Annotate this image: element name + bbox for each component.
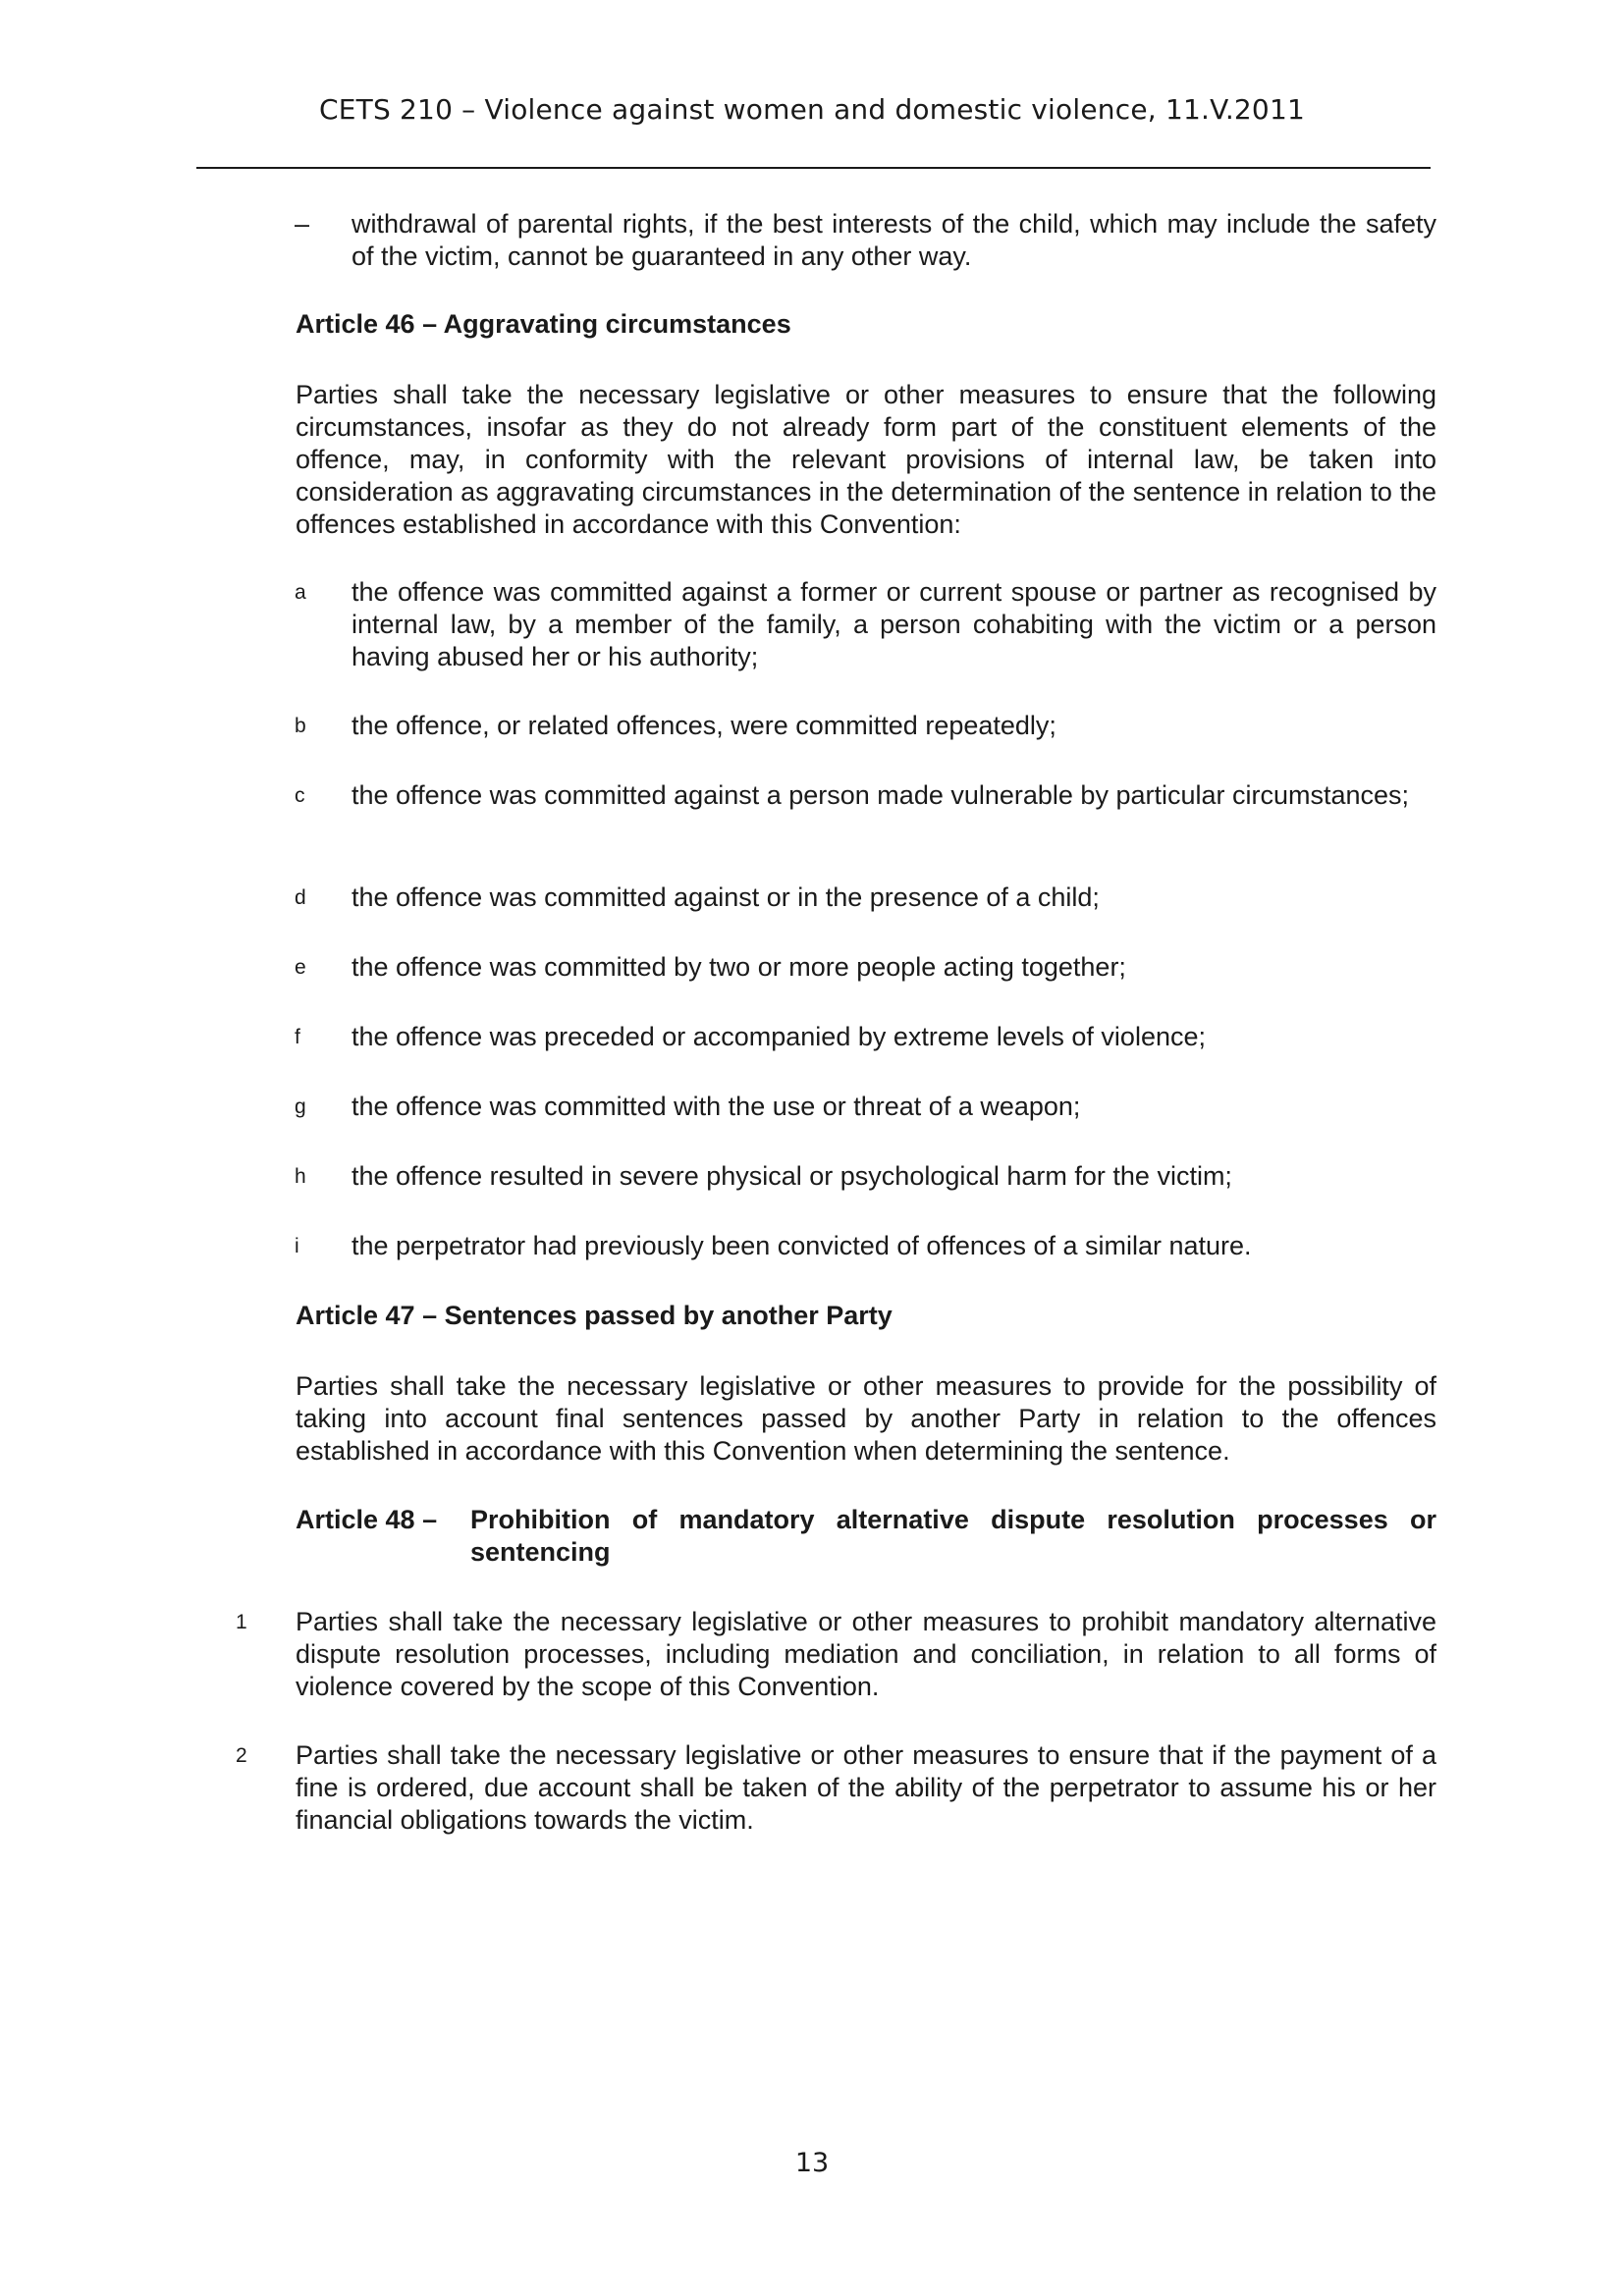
- list-marker: d: [295, 886, 306, 909]
- paragraph-text: Parties shall take the necessary legislative or other measures to ensure that if the payment of a fine is ordered, due account shall be taken of the ability of the perpetrator to assume his or her financial obligations towards the victim.: [296, 1740, 1436, 1835]
- list-marker: b: [295, 715, 306, 737]
- dash-marker: –: [295, 209, 310, 239]
- article-47-text: Parties shall take the necessary legislative or other measures to provide for the possibility of taking into account final sentences passed by another Party in relation to the offences established in accordance with this Convention when determining the sentence.: [296, 1371, 1436, 1466]
- page-number: 13: [794, 2148, 830, 2178]
- paragraph-number: 1: [236, 1611, 247, 1633]
- header-rule: [196, 167, 1431, 169]
- list-item-text: the offence was committed against a former or current spouse or partner as recognised by internal law, by a member of the family, a person cohabiting with the victim or a person having abused her or his authority;: [352, 577, 1436, 671]
- continuation-text: withdrawal of parental rights, if the best interests of the child, which may include the safety of the victim, cannot be guaranteed in any other way.: [352, 209, 1436, 271]
- paragraph-number: 2: [236, 1744, 247, 1767]
- list-item-text: the offence was committed with the use or threat of a weapon;: [352, 1092, 1081, 1121]
- list-marker: g: [295, 1095, 306, 1118]
- list-marker: c: [295, 784, 305, 807]
- list-item-text: the perpetrator had previously been convicted of offences of a similar nature.: [352, 1231, 1252, 1260]
- list-item-text: the offence, or related offences, were committed repeatedly;: [352, 711, 1056, 740]
- list-marker: a: [295, 581, 306, 604]
- article-48-label: Article 48 –: [296, 1505, 438, 1534]
- list-marker: h: [295, 1165, 306, 1188]
- paragraph-text: Parties shall take the necessary legislative or other measures to prohibit mandatory alternative dispute resolution processes, including mediation and conciliation, in relation to all forms of violence covered by the scope of this Convention.: [296, 1607, 1436, 1701]
- list-marker: e: [295, 956, 306, 979]
- list-marker: f: [295, 1026, 300, 1048]
- running-header: CETS 210 – Violence against women and domestic violence, 11.V.2011: [319, 93, 1305, 126]
- article-46-heading: Article 46 – Aggravating circumstances: [296, 309, 791, 339]
- list-item-text: the offence was committed by two or more people acting together;: [352, 952, 1126, 982]
- article-46-intro: Parties shall take the necessary legislative or other measures to ensure that the following circumstances, insofar as they do not already form part of the constituent elements of the offence, may, in conformity with the relevant provisions of internal law, be taken into consideration as aggravating circumstances in the determination of the sentence in relation to the offences established in accordance with this Convention:: [296, 380, 1436, 539]
- article-47-heading: Article 47 – Sentences passed by another Party: [296, 1301, 893, 1330]
- list-item-text: the offence was preceded or accompanied by extreme levels of violence;: [352, 1022, 1206, 1051]
- list-item-text: the offence was committed against or in the presence of a child;: [352, 882, 1100, 912]
- list-marker: i: [295, 1235, 299, 1257]
- list-item-text: the offence was committed against a person made vulnerable by particular circumstances;: [352, 780, 1410, 810]
- article-48-title: Prohibition of mandatory alternative dispute resolution processes or sentencing: [470, 1505, 1436, 1567]
- list-item-text: the offence resulted in severe physical or psychological harm for the victim;: [352, 1161, 1232, 1191]
